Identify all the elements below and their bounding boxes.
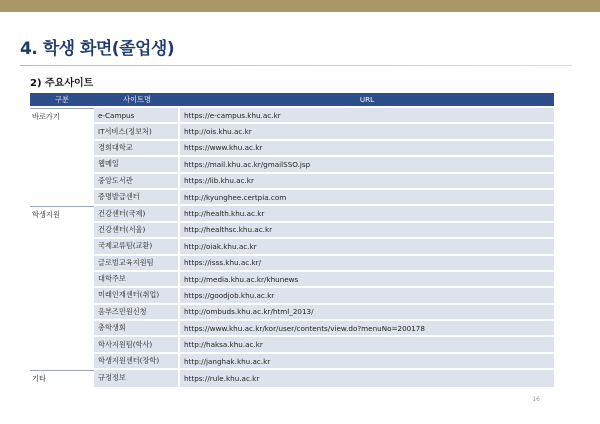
site-name-cell: 국제교류팀(교환) <box>94 239 180 255</box>
section-heading: 2) 주요사이트 <box>30 78 94 89</box>
header-site-name: 사이트명 <box>94 93 180 108</box>
table-row <box>30 157 554 173</box>
site-name-cell: 증명발급센터 <box>94 190 180 206</box>
site-name-cell: 건강센터(국제) <box>94 206 180 222</box>
header-category: 구분 <box>30 93 94 108</box>
site-url-link[interactable]: https://www.khu.ac.kr/kor/user/contents/view.do?menuNo=200178 <box>180 321 554 337</box>
table-body <box>30 108 554 389</box>
table-row <box>30 223 554 239</box>
category-cell: 바로가기 <box>30 108 94 206</box>
table-row <box>30 108 554 124</box>
site-name-cell: 옴부즈민원신청 <box>94 305 180 321</box>
site-name-cell: 미래인재센터(취업) <box>94 288 180 304</box>
site-name-cell: 글로벌교육지원팀 <box>94 256 180 272</box>
table-header-row <box>30 93 554 108</box>
table-row <box>30 354 554 370</box>
site-name-cell: 경희대학교 <box>94 141 180 157</box>
table-row <box>30 190 554 206</box>
table-row <box>30 305 554 321</box>
table-row <box>30 321 554 337</box>
site-url-link[interactable]: http://ombuds.khu.ac.kr/html_2013/ <box>180 305 554 321</box>
site-url-link[interactable]: http://healthsc.khu.ac.kr <box>180 223 554 239</box>
table-row <box>30 174 554 190</box>
table-row <box>30 124 554 140</box>
site-name-cell: 학사지원팀(학사) <box>94 337 180 353</box>
site-name-cell: 학생지원센터(장학) <box>94 354 180 370</box>
table-row <box>30 206 554 222</box>
site-url-link[interactable]: http://oiak.khu.ac.kr <box>180 239 554 255</box>
title-divider <box>20 65 572 66</box>
category-cell: 기타 <box>30 370 94 388</box>
site-url-link[interactable]: http://kyunghee.certpia.com <box>180 190 554 206</box>
page-title: 4. 학생 화면(졸업생) <box>20 39 175 59</box>
site-name-cell: 규정정보 <box>94 370 180 388</box>
site-name-cell: 총학생회 <box>94 321 180 337</box>
site-url-link[interactable]: https://isss.khu.ac.kr/ <box>180 256 554 272</box>
site-name-cell: 웹메일 <box>94 157 180 173</box>
site-url-link[interactable]: https://rule.khu.ac.kr <box>180 370 554 388</box>
table-row <box>30 288 554 304</box>
site-url-link[interactable]: http://ois.khu.ac.kr <box>180 124 554 140</box>
category-cell: 학생지원 <box>30 206 94 370</box>
site-name-cell: 중앙도서관 <box>94 174 180 190</box>
site-url-link[interactable]: https://goodjob.khu.ac.kr <box>180 288 554 304</box>
table-row <box>30 272 554 288</box>
site-name-cell: 건강센터(서울) <box>94 223 180 239</box>
top-accent-bar <box>0 0 600 12</box>
table-row <box>30 239 554 255</box>
site-url-link[interactable]: http://janghak.khu.ac.kr <box>180 354 554 370</box>
site-url-link[interactable]: https://lib.khu.ac.kr <box>180 174 554 190</box>
site-url-link[interactable]: http://health.khu.ac.kr <box>180 206 554 222</box>
page-number: 16 <box>532 396 540 403</box>
site-table <box>30 93 554 389</box>
site-url-link[interactable]: https://mail.khu.ac.kr/gmailSSO.jsp <box>180 157 554 173</box>
site-name-cell: IT서비스(정보처) <box>94 124 180 140</box>
site-url-link[interactable]: https://e-campus.khu.ac.kr <box>180 108 554 124</box>
table-row <box>30 370 554 388</box>
site-url-link[interactable]: http://media.khu.ac.kr/khunews <box>180 272 554 288</box>
site-url-link[interactable]: http://haksa.khu.ac.kr <box>180 337 554 353</box>
table-row <box>30 337 554 353</box>
site-url-link[interactable]: https://www.khu.ac.kr <box>180 141 554 157</box>
table-row <box>30 256 554 272</box>
header-url: URL <box>180 93 554 108</box>
site-name-cell: e-Campus <box>94 108 180 124</box>
table-row <box>30 141 554 157</box>
site-name-cell: 대학주보 <box>94 272 180 288</box>
